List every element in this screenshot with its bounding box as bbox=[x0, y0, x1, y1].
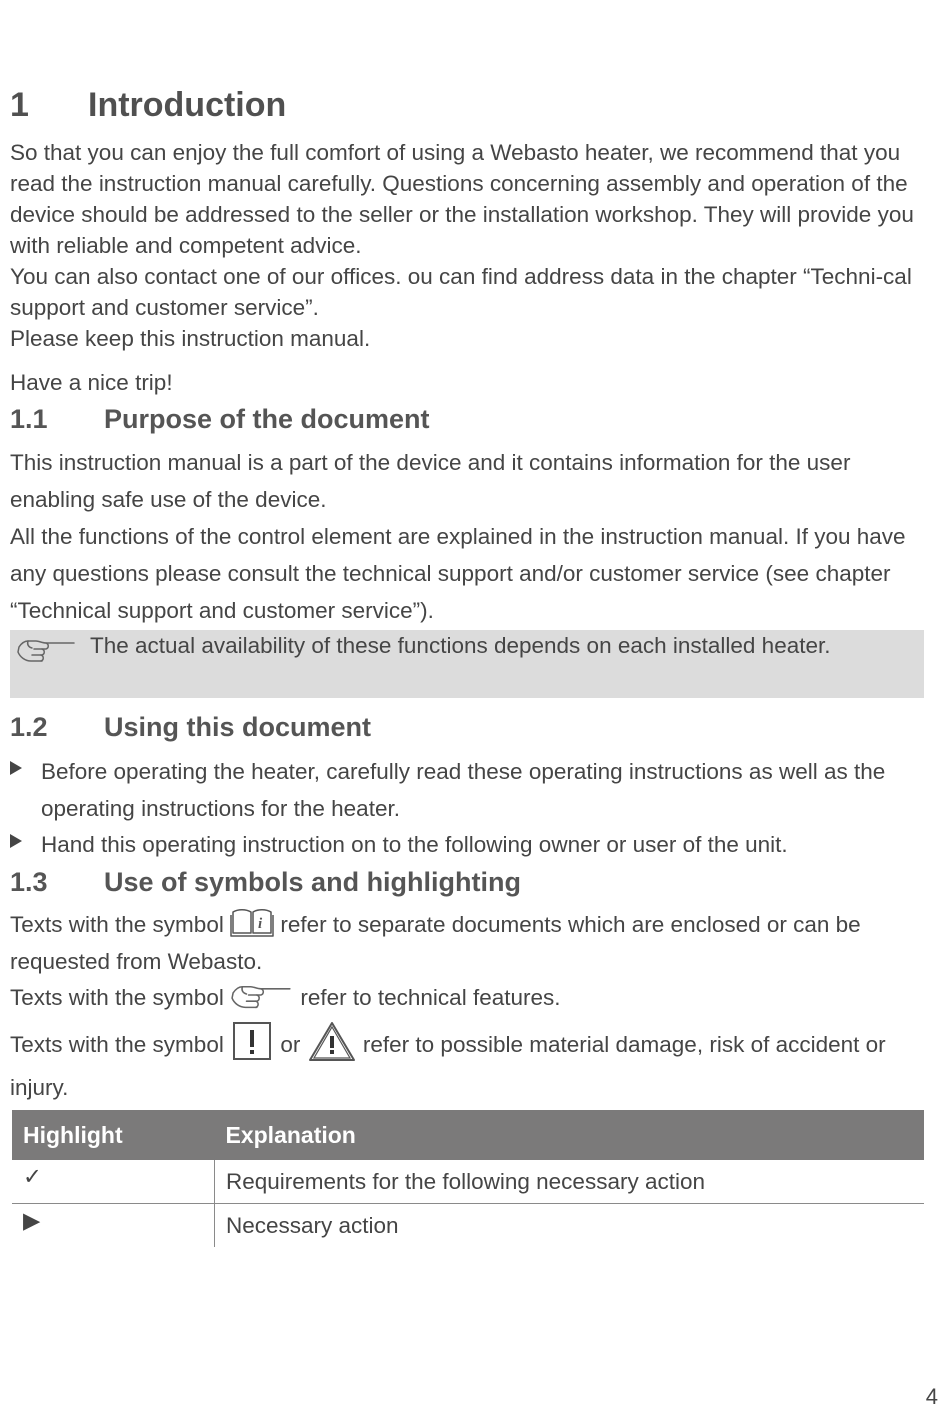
note-box bbox=[10, 630, 924, 698]
symbols-line-warning bbox=[10, 1020, 935, 1103]
section-title: Purpose of the document bbox=[104, 404, 430, 434]
svg-text:i: i bbox=[258, 916, 263, 932]
text-part: Texts with the symbol bbox=[10, 984, 224, 1010]
intro-paragraph-2: You can also contact one of our offices. ou can find address data in the chapter “Techni-cal support and customer service”. bbox=[10, 264, 912, 320]
table-row bbox=[12, 1204, 924, 1248]
text-part: refer to possible material damage, risk of accident or injury. bbox=[10, 1031, 886, 1100]
text-part: Texts with the symbol bbox=[10, 911, 224, 937]
section-title: Introduction bbox=[88, 86, 287, 124]
purpose-paragraph-2: All the functions of the control element are explained in the instruction manual. If you have any questions please consult the technical support and/or customer service (see chapter “Technical support and customer service”). bbox=[10, 524, 906, 623]
list-item bbox=[10, 826, 935, 863]
symbols-line-documents bbox=[10, 906, 935, 977]
table-row bbox=[12, 1160, 924, 1204]
table-cell: Requirements for the following necessary action bbox=[215, 1160, 925, 1204]
symbols-line-technical bbox=[10, 979, 935, 1019]
exclamation-box-icon bbox=[230, 1020, 274, 1072]
arrow-bullet-icon: ▶ bbox=[12, 1204, 215, 1248]
pointing-hand-icon bbox=[16, 634, 78, 669]
arrow-bullet-icon bbox=[10, 834, 22, 848]
page-number: 4 bbox=[925, 1384, 938, 1409]
section-title: Using this document bbox=[104, 712, 372, 742]
text-part: refer to technical features. bbox=[300, 984, 561, 1010]
section-heading-purpose bbox=[10, 404, 430, 435]
note-text: The actual availability of these functions depends on each installed heater. bbox=[90, 633, 831, 658]
section-heading-symbols bbox=[10, 867, 521, 898]
book-info-icon bbox=[230, 906, 274, 946]
warning-triangle-icon bbox=[307, 1020, 357, 1072]
column-header-highlight: Highlight bbox=[12, 1110, 215, 1160]
text-part: Texts with the symbol bbox=[10, 1031, 224, 1057]
pointing-hand-icon bbox=[230, 979, 294, 1019]
column-header-explanation: Explanation bbox=[215, 1110, 925, 1160]
purpose-paragraph-1: This instruction manual is a part of the device and it contains information for the user enabling safe use of the device. bbox=[10, 450, 851, 512]
arrow-bullet-icon bbox=[10, 761, 22, 775]
section-number: 1.3 bbox=[10, 867, 48, 897]
list-item bbox=[10, 753, 935, 827]
section-number: 1 bbox=[10, 86, 29, 124]
section-number: 1.1 bbox=[10, 404, 48, 434]
intro-paragraph-3: Please keep this instruction manual. bbox=[10, 326, 371, 351]
section-heading-using bbox=[10, 712, 371, 743]
intro-paragraph-1: So that you can enjoy the full comfort of using a Webasto heater, we recommend that you read the instruction manual carefully. Questions concerning assembly and operation of the device should be addressed to the seller or the installation workshop. They will provide you with reliable and competent advice. bbox=[10, 140, 914, 258]
intro-paragraph-4: Have a nice trip! bbox=[10, 370, 173, 395]
list-item-text: Hand this operating instruction on to the following owner or user of the unit. bbox=[41, 832, 788, 857]
section-title: Use of symbols and highlighting bbox=[104, 867, 522, 897]
highlight-table bbox=[12, 1110, 924, 1247]
table-cell: Necessary action bbox=[226, 1212, 399, 1238]
section-heading-introduction bbox=[10, 86, 286, 125]
section-number: 1.2 bbox=[10, 712, 48, 742]
text-part: or bbox=[280, 1031, 301, 1057]
table-header-row bbox=[12, 1110, 924, 1160]
list-item-text: Before operating the heater, carefully read these operating instructions as well as the operating instructions for the heater. bbox=[41, 759, 886, 821]
text-part: refer to separate documents which are enclosed or can be requested from Webasto. bbox=[10, 911, 861, 974]
checkmark-icon: ✓ bbox=[12, 1160, 215, 1204]
